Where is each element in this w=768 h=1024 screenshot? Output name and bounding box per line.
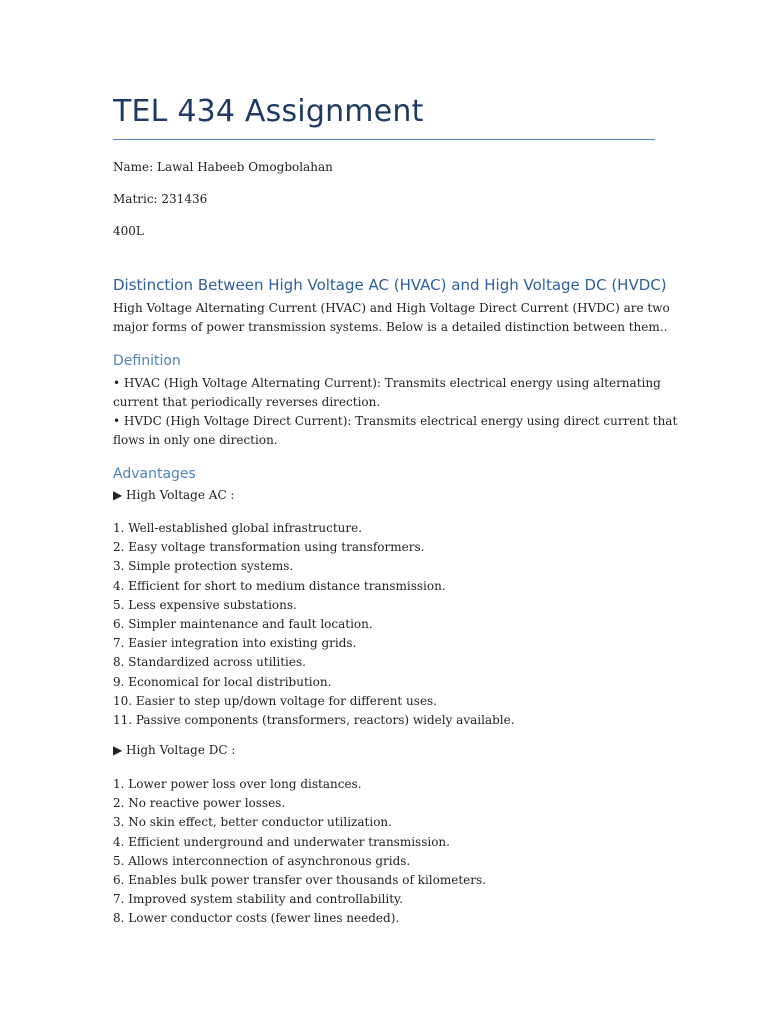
list-item: 1. Lower power loss over long distances. <box>113 777 362 791</box>
list-item: 4. Efficient for short to medium distance transmission. <box>113 578 446 593</box>
section-heading: Distinction Between High Voltage AC (HVAC) and High Voltage DC (HVDC) <box>113 276 667 294</box>
advantages-heading: Advantages <box>113 466 196 482</box>
list-item: 7. Improved system stability and controllability. <box>113 892 404 907</box>
list-item: 2. No reactive power losses. <box>113 796 286 811</box>
list-item: 6. Enables bulk power transfer over thousands of kilometers. <box>113 873 486 888</box>
definition-heading: Definition <box>113 353 181 369</box>
list-item: 5. Allows interconnection of asynchronous grids. <box>113 853 411 868</box>
hvac-advantages-list <box>113 519 515 730</box>
list-item: 9. Economical for local distribution. <box>113 674 332 689</box>
name-line: Name: Lawal Habeeb Omogbolahan <box>113 160 333 174</box>
list-item: 7. Easier integration into existing grids. <box>113 636 357 651</box>
title-underline <box>113 139 655 140</box>
intro-paragraph <box>113 299 670 337</box>
hvdc-advantages-list <box>113 775 486 929</box>
list-item: 6. Simpler maintenance and fault location. <box>113 617 373 632</box>
hvdc-subheading: ▶ High Voltage DC : <box>113 743 236 757</box>
list-item: 4. Efficient underground and underwater transmission. <box>113 834 450 849</box>
intro-line: major forms of power transmission systems. Below is a detailed distinction between them.. <box>113 320 668 334</box>
list-item: 2. Easy voltage transformation using transformers. <box>113 540 425 555</box>
list-item: 3. No skin effect, better conductor utilization. <box>113 815 392 830</box>
definition-line: current that periodically reverses direction. <box>113 395 381 409</box>
list-item: 1. Well-established global infrastructure. <box>113 521 363 535</box>
list-item: 8. Standardized across utilities. <box>113 655 306 670</box>
definition-line: • HVDC (High Voltage Direct Current): Transmits electrical energy using direct current that <box>113 414 678 428</box>
level-line: 400L <box>113 224 144 238</box>
definition-paragraph <box>113 374 678 450</box>
list-item: 5. Less expensive substations. <box>113 597 297 612</box>
definition-line: flows in only one direction. <box>113 433 278 447</box>
list-item: 10. Easier to step up/down voltage for different uses. <box>113 693 438 708</box>
page-title: TEL 434 Assignment <box>113 94 424 129</box>
list-item: 8. Lower conductor costs (fewer lines needed). <box>113 911 400 926</box>
definition-line: • HVAC (High Voltage Alternating Current): Transmits electrical energy using alternating <box>113 376 661 390</box>
intro-line: High Voltage Alternating Current (HVAC) and High Voltage Direct Current (HVDC) are two <box>113 301 670 315</box>
list-item: 11. Passive components (transformers, reactors) widely available. <box>113 713 515 728</box>
matric-line: Matric: 231436 <box>113 192 208 206</box>
hvac-subheading: ▶ High Voltage AC : <box>113 488 235 502</box>
list-item: 3. Simple protection systems. <box>113 559 294 574</box>
